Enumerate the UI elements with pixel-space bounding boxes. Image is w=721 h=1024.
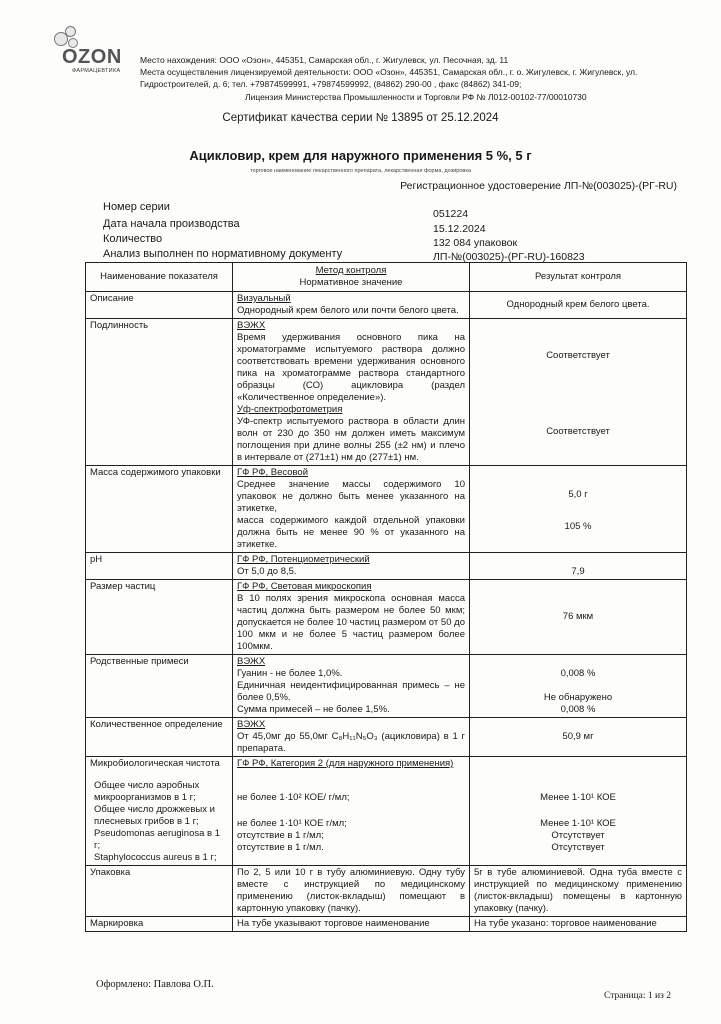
row-method xyxy=(233,292,470,319)
table-row xyxy=(86,580,687,655)
quantity-label: Количество xyxy=(103,233,163,245)
row-method xyxy=(233,718,470,757)
sub-result-3: Отсутствует xyxy=(551,830,605,841)
row-method xyxy=(233,466,470,553)
header-method-line2: Нормативное значение xyxy=(299,277,403,288)
page-number: Страница: 1 из 2 xyxy=(603,991,671,1001)
logo-word: OZON xyxy=(62,46,122,68)
norm-text-3: Сумма примесей – не более 1,5%. xyxy=(237,704,390,715)
batch-value: 051224 xyxy=(433,208,469,220)
method-label: ГФ РФ, Категория 2 (для наружного применения) xyxy=(237,758,454,769)
method-label-2: Уф-спектрофотометрия xyxy=(237,404,343,415)
method-label: ВЭЖХ xyxy=(237,656,266,667)
norm-text: Время удерживания основного пика на хроматограмме испытуемого раствора должно соответствовать времени удерживания основного пика на хроматограмме раствора стандартного образцы (СО) ацикловира (раздел «Количественное определение»). xyxy=(237,332,465,403)
table-header-row xyxy=(86,263,687,292)
row-name: pH xyxy=(86,553,233,580)
normative-doc-label: Анализ выполнен по нормативному документу xyxy=(103,248,343,260)
row-method xyxy=(233,655,470,718)
header-result: Результат контроля xyxy=(470,263,687,292)
row-result: 5г в тубе алюминиевой. Одна туба вместе с инструкцией по медицинскому применению (листок-вкладыш) помещены в картонную упаковку (пачку). xyxy=(470,866,687,917)
method-label: ВЭЖХ xyxy=(237,320,266,331)
row-name: Описание xyxy=(86,292,233,319)
norm-text: Гуанин - не более 1,0%. xyxy=(237,668,343,679)
row-name: Упаковка xyxy=(86,866,233,917)
sub-name-4: Staphylococcus aureus в 1 г; xyxy=(94,852,217,863)
row-result: 76 мкм xyxy=(470,580,687,655)
norm-text: От 45,0мг до 55,0мг C₈H₁₁N₅O₃ (ацикловира) в 1 г препарата. xyxy=(237,731,465,754)
quantity-value: 132 084 упаковок xyxy=(433,237,518,249)
norm-text-2: Единичная неидентифицированная примесь – не более 0,5%. xyxy=(237,680,465,703)
result-1: 0,008 % xyxy=(560,668,596,679)
method-label: ГФ РФ, Световая микроскопия xyxy=(237,581,372,592)
table-row xyxy=(86,655,687,718)
row-result: 50,9 мг xyxy=(470,718,687,757)
product-title: Ацикловир, крем для наружного применения 5 %, 5 г xyxy=(189,148,532,163)
prepared-by: Оформлено: Павлова О.П. xyxy=(96,979,214,990)
sub-result-2: Менее 1·10¹ КОЕ xyxy=(540,818,616,829)
header-name: Наименование показателя xyxy=(86,263,233,292)
batch-label: Номер серии xyxy=(103,201,170,213)
norm-text: В 10 полях зрения микроскопа основная масса частиц должна быть размером не более 50 мкм; допускается не более 10 частиц размером от 50 до 100 мкм и не более 5 частиц размером более 100мкм. xyxy=(237,593,465,652)
row-name-main: Микробиологическая чистота xyxy=(90,758,220,769)
norm-text: От 5,0 до 8,5. xyxy=(237,566,297,577)
company-logo xyxy=(52,26,132,96)
method-label: ГФ РФ, Потенциометрический xyxy=(237,554,370,565)
table-row xyxy=(86,292,687,319)
sub-norm-4: отсутствие в 1 г/мл. xyxy=(237,842,324,853)
company-phone: Гидростроителей, д. 6; тел. +79874599991, +79874599992, (84862) 290-00 , факс (84862) 341-09; xyxy=(140,79,522,89)
row-result xyxy=(470,655,687,718)
row-method xyxy=(233,319,470,466)
quality-table xyxy=(85,262,687,932)
row-result: Однородный крем белого цвета. xyxy=(470,292,687,319)
row-result xyxy=(470,319,687,466)
method-label: Визуальный xyxy=(237,293,291,304)
company-activity-places: Места осуществления лицензируемой деятельности: ООО «Озон», 445351, Самарская обл., г. о. Жигулевск, г. Жигулевск, ул. xyxy=(140,67,638,77)
result-3: 0,008 % xyxy=(560,704,596,715)
production-date-label: Дата начала производства xyxy=(103,218,240,230)
sub-name-1: Общее число аэробных микроорганизмов в 1 г; xyxy=(94,780,200,803)
table-row xyxy=(86,718,687,757)
sub-norm-1: не более 1·10² КОЕ/ г/мл; xyxy=(237,792,350,803)
table-row xyxy=(86,466,687,553)
product-caption: торговое наименование лекарственного препарата, лекарственная форма, дозировка xyxy=(250,168,471,174)
row-name: Подлинность xyxy=(86,319,233,466)
company-license: Лицензия Министерства Промышленности и Торговли РФ № Л012-00102-77/00010730 xyxy=(245,92,587,102)
header-method xyxy=(233,263,470,292)
row-method xyxy=(233,580,470,655)
norm-text-2: УФ-спектр испытуемого раствора в области длин волн от 230 до 350 нм должен иметь максимум поглощения при длине волны 255 (±2 нм) и плечо в интервале от (271±1) нм до (277±1) нм. xyxy=(237,416,465,463)
table-row xyxy=(86,553,687,580)
row-norm: По 2, 5 или 10 г в тубу алюминиевую. Одну тубу вместе с инструкцией по медицинскому применению (листок-вкладыш) помещают в картонную упаковку (пачку). xyxy=(233,866,470,917)
row-result xyxy=(470,757,687,866)
table-row xyxy=(86,319,687,466)
sub-name-2: Общее число дрожжевых и плесневых грибов в 1 г; xyxy=(94,804,215,827)
header-method-line1: Метод контроля xyxy=(315,265,387,276)
method-label: ВЭЖХ xyxy=(237,719,266,730)
result-2: Соответствует xyxy=(546,426,610,437)
row-name: Количественное определение xyxy=(86,718,233,757)
table-row xyxy=(86,866,687,917)
company-address: Место нахождения: ООО «Озон», 445351, Самарская обл., г. Жигулевск, ул. Песочная, зд. 11 xyxy=(140,55,509,65)
normative-doc-value: ЛП-№(003025)-(РГ-RU)-160823 xyxy=(433,251,585,263)
sub-result-1: Менее 1·10¹ КОЕ xyxy=(540,792,616,803)
norm-text-2: масса содержимого каждой отдельной упаковки должна быть не менее 90 % от указанного на этикетке. xyxy=(237,515,465,550)
row-name: Масса содержимого упаковки xyxy=(86,466,233,553)
row-name: Маркировка xyxy=(86,917,233,932)
row-name: Размер частиц xyxy=(86,580,233,655)
row-name: Родственные примеси xyxy=(86,655,233,718)
row-norm: На тубе указывают торговое наименование xyxy=(233,917,470,932)
result-1: Соответствует xyxy=(546,350,610,361)
table-row xyxy=(86,917,687,932)
certificate-title: Сертификат качества серии № 13895 от 25.12.2024 xyxy=(222,112,499,124)
logo-subtitle: ФАРМАЦЕВТИКА xyxy=(72,68,121,74)
sub-norm-3: отсутствие в 1 г/мл; xyxy=(237,830,324,841)
norm-text: Однородный крем белого или почти белого цвета. xyxy=(237,305,459,316)
registration-number: Регистрационное удостоверение ЛП-№(003025)-(РГ-RU) xyxy=(400,180,677,192)
result-2: 105 % xyxy=(564,521,592,532)
row-result xyxy=(470,466,687,553)
row-method xyxy=(233,553,470,580)
row-method xyxy=(233,757,470,866)
production-date-value: 15.12.2024 xyxy=(433,223,486,235)
table-row xyxy=(86,757,687,866)
result-1: 5,0 г xyxy=(568,489,588,500)
norm-text: Среднее значение массы содержимого 10 упаковок не должно быть менее указанного на этикетке, xyxy=(237,479,465,514)
row-name xyxy=(86,757,233,866)
sub-result-4: Отсутствует xyxy=(551,842,605,853)
method-label: ГФ РФ, Весовой xyxy=(237,467,309,478)
row-result: 7,9 xyxy=(470,553,687,580)
sub-norm-2: не более 1·10¹ КОЕ г/мл; xyxy=(237,818,347,829)
result-2: Не обнаружено xyxy=(543,692,613,703)
sub-name-3: Pseudomonas aeruginosa в 1 г; xyxy=(94,828,220,851)
row-result: На тубе указано: торговое наименование xyxy=(470,917,687,932)
